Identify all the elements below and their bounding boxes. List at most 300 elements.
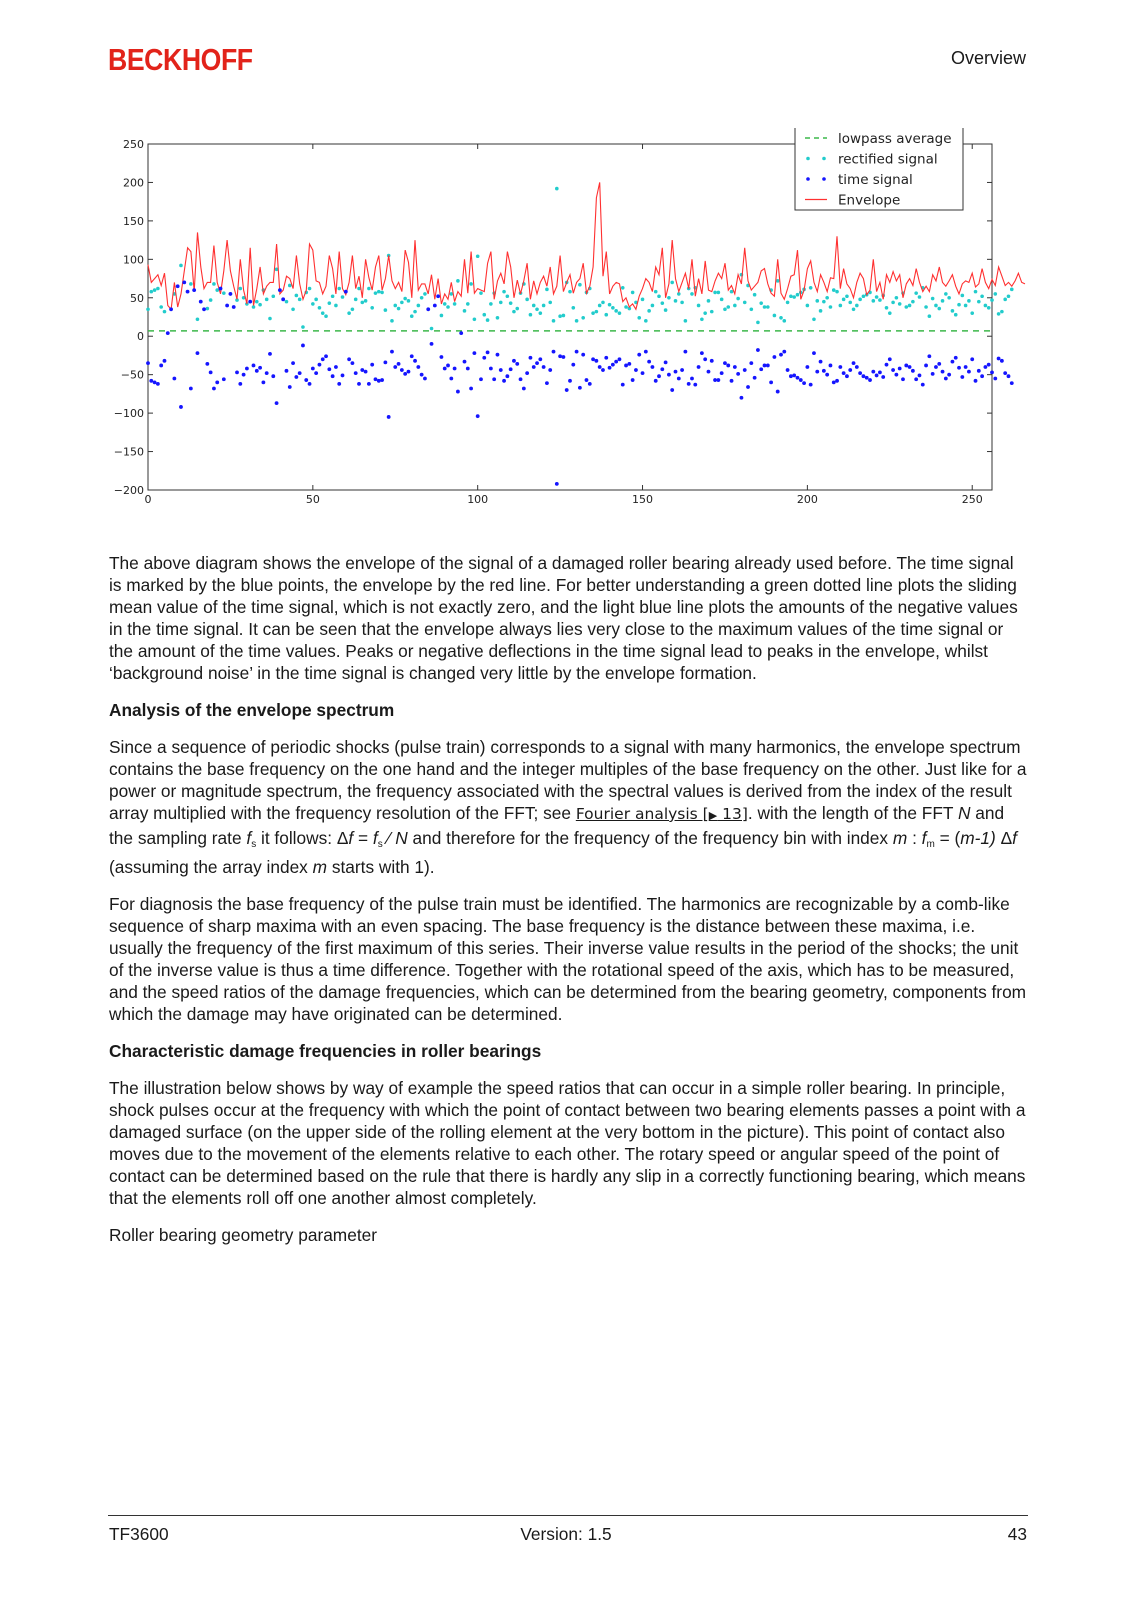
rectified-signal-point [782, 319, 786, 323]
rectified-signal-point [146, 308, 150, 312]
rectified-signal-point [848, 301, 852, 305]
time-signal-point [657, 374, 661, 378]
time-signal-point [977, 369, 981, 373]
rectified-signal-point [766, 305, 770, 309]
time-signal-point [693, 383, 697, 387]
legend-rectified-swatch [822, 157, 826, 161]
rectified-signal-point [509, 301, 513, 305]
time-signal-point [202, 307, 206, 311]
sub-m: m [926, 839, 935, 850]
time-signal-point [980, 374, 984, 378]
time-signal-point [927, 354, 931, 358]
time-signal-point [420, 373, 424, 377]
time-signal-point [331, 374, 335, 378]
rectified-signal-point [957, 303, 961, 307]
rectified-signal-point [384, 308, 388, 312]
rectified-signal-point [341, 295, 345, 299]
time-signal-point [321, 357, 325, 361]
time-signal-point [242, 373, 246, 377]
time-signal-point [486, 350, 490, 354]
rectified-signal-point [763, 305, 767, 309]
text: ⁄ [382, 828, 396, 848]
time-signal-point [298, 371, 302, 375]
rectified-signal-point [403, 297, 407, 301]
rectified-signal-point [980, 294, 984, 298]
rectified-signal-point [878, 298, 882, 302]
time-signal-point [400, 368, 404, 372]
rectified-signal-point [753, 293, 757, 297]
rectified-signal-point [525, 298, 529, 302]
time-signal-point [789, 374, 793, 378]
time-signal-point [199, 300, 203, 304]
rectified-signal-point [456, 279, 460, 283]
time-signal-point [581, 353, 585, 357]
time-signal-point [634, 368, 638, 372]
rectified-signal-point [934, 304, 938, 308]
rectified-signal-point [618, 311, 622, 315]
time-signal-point [984, 365, 988, 369]
rectified-signal-point [997, 312, 1001, 316]
rectified-signal-point [209, 298, 213, 302]
rectified-signal-point [891, 301, 895, 305]
time-signal-point [169, 307, 173, 311]
rectified-signal-point [360, 301, 364, 305]
rectified-signal-point [298, 298, 302, 302]
time-signal-point [763, 364, 767, 368]
time-signal-point [598, 365, 602, 369]
rectified-signal-point [796, 293, 800, 297]
rectified-signal-point [611, 306, 615, 310]
time-signal-point [987, 363, 991, 367]
time-signal-point [370, 363, 374, 367]
time-signal-point [215, 380, 219, 384]
rectified-signal-point [855, 304, 859, 308]
time-signal-point [459, 331, 463, 335]
time-signal-point [835, 379, 839, 383]
rectified-signal-point [680, 301, 684, 305]
rectified-signal-point [872, 299, 876, 303]
time-signal-point [829, 364, 833, 368]
rectified-signal-point [575, 319, 579, 323]
rectified-signal-point [812, 318, 816, 322]
time-signal-point [825, 373, 829, 377]
y-tick-label: −150 [113, 445, 144, 459]
time-signal-point [664, 360, 668, 364]
time-signal-point [951, 360, 955, 364]
time-signal-point [875, 374, 879, 378]
rectified-signal-point [895, 296, 899, 300]
rectified-signal-point [291, 308, 295, 312]
time-signal-point [519, 377, 523, 381]
rectified-signal-point [499, 301, 503, 305]
time-signal-point [476, 414, 480, 418]
time-signal-point [156, 382, 160, 386]
rectified-signal-point [1007, 294, 1011, 298]
rectified-signal-point [397, 307, 401, 311]
rectified-signal-point [571, 306, 575, 310]
time-signal-point [845, 374, 849, 378]
rectified-signal-point [159, 305, 163, 309]
time-signal-point [802, 381, 806, 385]
var-f: f [921, 828, 927, 848]
rectified-signal-point [591, 311, 595, 315]
rectified-signal-point [674, 299, 678, 303]
time-signal-point [423, 377, 427, 381]
time-signal-point [624, 364, 628, 368]
rectified-signal-point [440, 314, 444, 318]
time-signal-point [472, 351, 476, 355]
rectified-signal-point [773, 314, 777, 318]
time-signal-point [314, 371, 318, 375]
rectified-signal-point [301, 325, 305, 329]
rectified-signal-point [410, 314, 414, 318]
rectified-signal-point [255, 300, 259, 304]
time-signal-point [707, 370, 711, 374]
rectified-signal-point [420, 296, 424, 300]
rectified-signal-point [990, 298, 994, 302]
time-signal-point [219, 287, 223, 291]
y-tick-label: −100 [113, 407, 144, 421]
rectified-signal-point [941, 299, 945, 303]
legend-label: time signal [838, 172, 913, 188]
time-signal-point [1010, 381, 1014, 385]
rectified-signal-point [271, 294, 275, 298]
time-signal-point [776, 390, 780, 394]
time-signal-point [205, 362, 209, 366]
time-signal-point [852, 361, 856, 365]
time-signal-point [463, 360, 467, 364]
rectified-signal-point [726, 305, 730, 309]
time-signal-point [822, 369, 826, 373]
time-signal-point [608, 366, 612, 370]
rectified-signal-point [156, 287, 160, 291]
time-signal-point [453, 367, 457, 371]
time-signal-point [548, 368, 552, 372]
rectified-signal-point [829, 305, 833, 309]
time-signal-point [285, 369, 289, 373]
time-signal-point [294, 375, 298, 379]
time-signal-point [924, 364, 928, 368]
text: starts with 1). [327, 857, 435, 877]
time-signal-point [489, 367, 493, 371]
x-tick-label: 250 [961, 493, 983, 506]
paragraph-speed-ratios: The illustration below shows by way of example the speed ratios that can occur in a simple roller bearing. In principle, shock pulses occur at the frequency with which the point of contact between two bearing elements passes a point with a damaged surface (on the upper side of the rolling element at the very bottom in the picture). This point of contact also moves due to the movement of the elements relative to each other. The rotary speed or angular speed of the point of contact can be determined based on the rule that there is hardly any slip in a correctly functioning bearing, which means that the elements roll off one another almost completely. [109, 1078, 1026, 1208]
rectified-signal-point [502, 290, 506, 294]
rectified-signal-point [928, 314, 932, 318]
time-signal-point [275, 401, 279, 405]
rectified-signal-point [759, 301, 763, 305]
rectified-signal-point [535, 308, 539, 312]
heading-envelope-spectrum: Analysis of the envelope spectrum [109, 700, 395, 720]
time-signal-point [730, 379, 734, 383]
x-tick-label: 100 [467, 493, 489, 506]
rectified-signal-point [736, 297, 740, 301]
time-signal-point [759, 367, 763, 371]
time-signal-point [680, 368, 684, 372]
time-signal-point [865, 376, 869, 380]
time-signal-point [720, 371, 724, 375]
rectified-signal-point [944, 292, 948, 296]
time-signal-point [265, 371, 269, 375]
time-signal-point [515, 362, 519, 366]
rectified-signal-point [552, 319, 556, 323]
link-page: 13] [717, 805, 748, 823]
paragraph-envelope-description: The above diagram shows the envelope of the signal of a damaged roller bearing already used before. The time signal is marked by the blue points, the envelope by the red line. For better understanding a green dotted line plots the sliding mean value of the time signal, which is not exactly zero, and the light blue line plots the amounts of the negative values in the time signal. It can be seen that the envelope always lies very close to the maximum values of the time signal or the amount of the time values. Peaks or negative deflections in the time signal lead to peaks in the envelope, whilst ‘background noise’ in the time signal is changed very little by the envelope formation. [109, 553, 1018, 683]
time-signal-point [479, 377, 483, 381]
text: : [907, 828, 922, 848]
rectified-signal-point [984, 304, 988, 308]
var-m: m [312, 857, 328, 877]
y-tick-label: 100 [123, 253, 144, 267]
time-signal-point [993, 377, 997, 381]
time-signal-point [1003, 371, 1007, 375]
section-title: Overview [950, 48, 1026, 68]
footer-divider [108, 1515, 1028, 1516]
y-tick-label: −50 [120, 368, 144, 382]
time-signal-point [179, 405, 183, 409]
time-signal-point [377, 379, 381, 383]
time-signal-point [641, 371, 645, 375]
time-signal-point [578, 386, 582, 390]
time-signal-point [753, 376, 757, 380]
time-signal-point [974, 379, 978, 383]
rectified-signal-point [885, 306, 889, 310]
rectified-signal-point [993, 292, 997, 296]
time-signal-point [954, 356, 958, 360]
time-signal-point [746, 385, 750, 389]
time-signal-point [522, 387, 526, 391]
var-f: f [1012, 828, 1017, 848]
time-signal-point [387, 415, 391, 419]
legend-time-swatch [822, 177, 826, 181]
rectified-signal-point [515, 307, 519, 311]
time-signal-point [838, 365, 842, 369]
chart-legend [795, 128, 963, 210]
rectified-signal-point [977, 300, 981, 304]
time-signal-point [674, 370, 678, 374]
time-signal-point [766, 364, 770, 368]
x-tick-label: 200 [796, 493, 818, 506]
fourier-analysis-link[interactable] [576, 805, 748, 823]
time-signal-point [756, 348, 760, 352]
rectified-signal-point [792, 295, 796, 299]
y-tick-label: 250 [123, 138, 144, 151]
time-signal-point [627, 362, 631, 366]
rectified-signal-point [733, 304, 737, 308]
time-signal-point [397, 362, 401, 366]
time-signal-point [855, 365, 859, 369]
rectified-signal-point [1010, 288, 1014, 292]
time-signal-point [1007, 374, 1011, 378]
time-signal-point [901, 377, 905, 381]
rectified-signal-point [954, 313, 958, 317]
time-signal-point [848, 368, 852, 372]
rectified-signal-point [967, 299, 971, 303]
rectified-signal-point [723, 308, 727, 312]
time-signal-point [347, 357, 351, 361]
time-signal-point [304, 378, 308, 382]
time-signal-point [690, 377, 694, 381]
time-signal-point [367, 382, 371, 386]
rectified-signal-point [463, 309, 467, 313]
text: it follows: Δ [256, 828, 349, 848]
x-tick-label: 50 [305, 493, 320, 506]
var-f: f [372, 828, 378, 848]
rectified-signal-point [987, 306, 991, 310]
rectified-signal-point [961, 294, 965, 298]
time-signal-point [327, 367, 331, 371]
rectified-signal-point [654, 290, 658, 294]
time-signal-point [225, 304, 229, 308]
time-signal-point [555, 482, 559, 486]
rectified-signal-point [555, 187, 559, 191]
time-signal-point [575, 350, 579, 354]
rectified-signal-point [670, 281, 674, 285]
time-signal-point [288, 385, 292, 389]
rectified-signal-point [862, 294, 866, 298]
rectified-signal-point [295, 294, 299, 298]
rectified-signal-point [815, 299, 819, 303]
time-signal-point [186, 290, 190, 294]
time-signal-point [318, 363, 322, 367]
rectified-signal-point [644, 319, 648, 323]
time-signal-point [410, 354, 414, 358]
time-signal-point [796, 376, 800, 380]
rectified-signal-point [351, 308, 355, 312]
rectified-signal-point [842, 298, 846, 302]
time-signal-point [644, 350, 648, 354]
legend-label: rectified signal [838, 151, 938, 168]
var-f: f [348, 828, 354, 848]
time-signal-point [964, 365, 968, 369]
rectified-signal-point [265, 298, 269, 302]
envelope-chart [108, 128, 1028, 528]
time-signal-point [594, 359, 598, 363]
time-signal-point [380, 378, 384, 382]
time-signal-point [344, 290, 348, 294]
time-signal-point [443, 367, 447, 371]
time-signal-point [334, 365, 338, 369]
rectified-signal-point [252, 305, 256, 309]
rectified-signal-point [924, 305, 928, 309]
rectified-signal-point [377, 290, 381, 294]
time-signal-point [888, 357, 892, 361]
rectified-signal-point [163, 310, 167, 314]
time-signal-point [723, 361, 727, 365]
time-signal-point [159, 364, 163, 368]
time-signal-point [512, 359, 516, 363]
rectified-signal-point [390, 319, 394, 323]
time-signal-point [433, 304, 437, 308]
rectified-signal-point [443, 302, 447, 306]
time-signal-point [904, 364, 908, 368]
rectified-signal-point [809, 286, 813, 290]
rectified-signal-point [614, 309, 618, 313]
time-signal-point [212, 387, 216, 391]
time-signal-point [871, 370, 875, 374]
time-signal-point [568, 379, 572, 383]
time-signal-point [255, 369, 259, 373]
time-signal-point [403, 372, 407, 376]
time-signal-point [868, 378, 872, 382]
time-signal-point [990, 370, 994, 374]
rectified-signal-point [595, 310, 599, 314]
time-signal-point [565, 388, 569, 392]
link-text: Fourier analysis [ [575, 805, 709, 823]
time-signal-point [805, 365, 809, 369]
time-signal-point [252, 364, 256, 368]
time-signal-point [812, 351, 816, 355]
time-signal-point [149, 379, 153, 383]
rectified-signal-point [545, 288, 549, 292]
rectified-signal-point [380, 291, 384, 295]
legend-label: Envelope [838, 192, 901, 209]
rectified-signal-point [637, 316, 641, 320]
rectified-signal-point [149, 290, 153, 294]
text: = [353, 828, 373, 848]
time-signal-point [911, 369, 915, 373]
sub-s: s [251, 839, 257, 850]
chart-svg [108, 128, 1028, 528]
time-signal-point [967, 370, 971, 374]
rectified-signal-point [347, 311, 351, 315]
rectified-signal-point [641, 298, 645, 302]
rectified-signal-point [558, 314, 562, 318]
rectified-signal-point [598, 304, 602, 308]
rectified-signal-point [750, 308, 754, 312]
rectified-signal-point [779, 316, 783, 320]
time-signal-point [703, 357, 707, 361]
rectified-signal-point [482, 313, 486, 317]
page-arrow-icon: ▶ [708, 809, 718, 822]
time-signal-point [383, 360, 387, 364]
time-signal-point [413, 359, 417, 363]
text: = ( [934, 828, 961, 848]
time-signal-point [815, 370, 819, 374]
time-signal-point [278, 288, 282, 292]
rectified-signal-point [697, 304, 701, 308]
rectified-signal-point [743, 301, 747, 305]
time-signal-point [997, 357, 1001, 361]
time-signal-point [733, 365, 737, 369]
rectified-signal-point [374, 291, 378, 295]
rectified-signal-point [407, 299, 411, 303]
time-signal-point [957, 366, 961, 370]
time-signal-point [261, 380, 265, 384]
time-signal-point [364, 370, 368, 374]
rectified-signal-point [911, 300, 915, 304]
time-signal-point [469, 387, 473, 391]
rectified-signal-point [684, 319, 688, 323]
rectified-signal-point [786, 301, 790, 305]
time-signal-point [637, 353, 641, 357]
rectified-signal-point [364, 299, 368, 303]
time-signal-point [809, 383, 813, 387]
time-signal-point [611, 363, 615, 367]
time-signal-point [390, 350, 394, 354]
time-signal-point [558, 354, 562, 358]
rectified-signal-point [539, 311, 543, 315]
time-signal-point [858, 371, 862, 375]
rectified-signal-point [562, 314, 566, 318]
rectified-signal-point [222, 291, 226, 295]
rectified-signal-point [318, 306, 322, 310]
rectified-signal-point [710, 310, 714, 314]
rectified-signal-point [258, 303, 262, 307]
time-signal-point [683, 350, 687, 354]
time-signal-point [229, 292, 233, 296]
time-signal-point [357, 382, 361, 386]
